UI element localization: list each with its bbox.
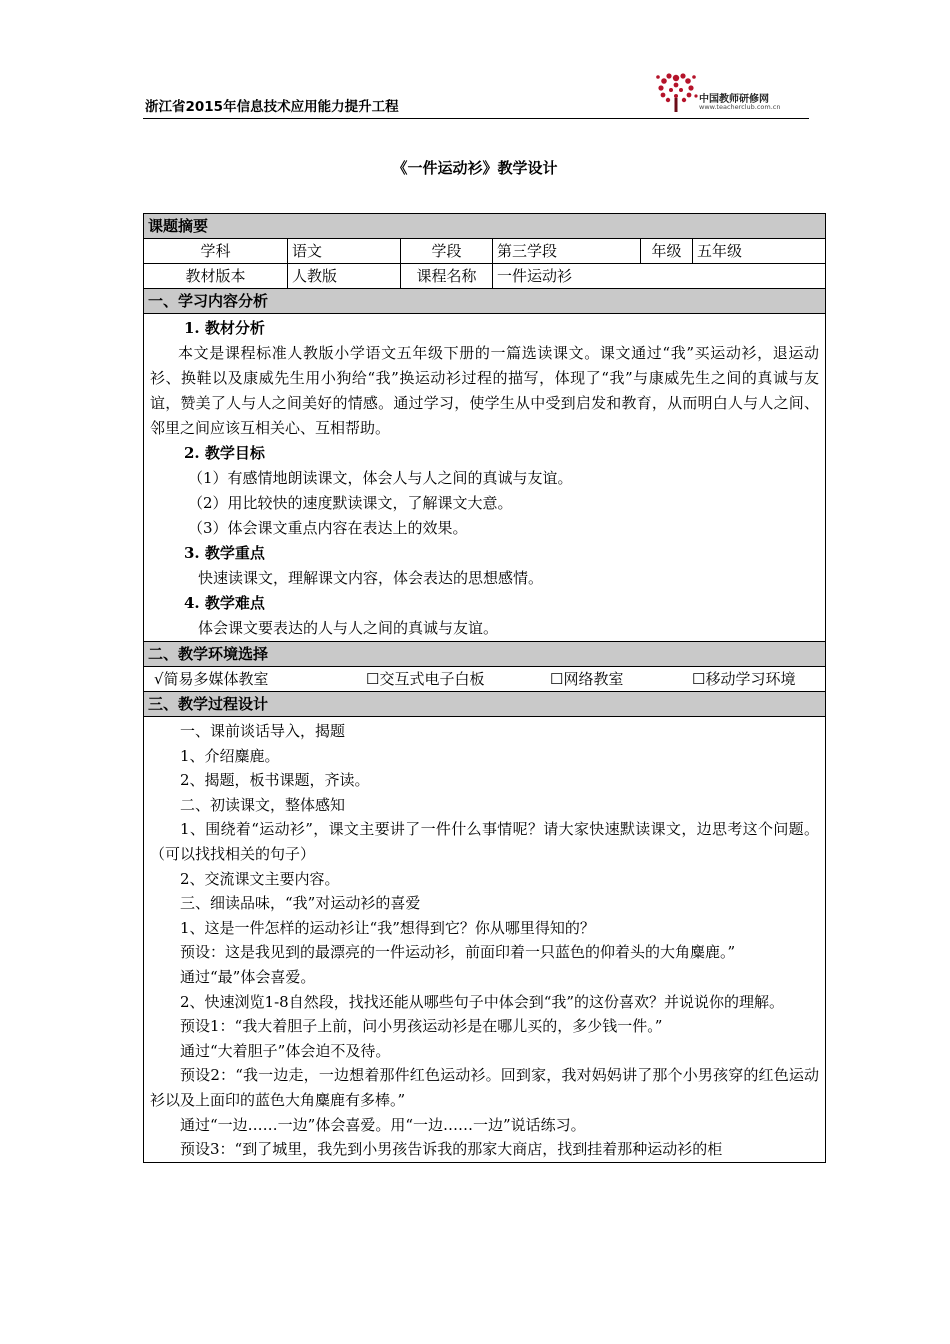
process-line: 1、介绍麋鹿。 (180, 746, 280, 765)
process-line: 1、围绕着“运动衫”，课文主要讲了一件什么事情呢？请大家快速默读课文，边思考这个问题。（可以找找相关的句子） (150, 820, 820, 863)
section-3-content (144, 717, 826, 1163)
subject-value: 语文 (288, 239, 401, 264)
goal-item: （1）有感情地朗读课文，体会人与人之间的真诚与友谊。 (188, 469, 573, 487)
section-1-content (144, 314, 826, 642)
option-network-classroom: ☐网络教室 (550, 670, 624, 688)
grade-value: 五年级 (693, 239, 826, 264)
teacherclub-logo (651, 68, 799, 116)
edition-value: 人教版 (288, 264, 401, 289)
flower-logo-icon (651, 68, 701, 116)
grade-label: 年级 (641, 239, 693, 264)
option-interactive-whiteboard: ☐交互式电子白板 (366, 670, 485, 688)
subheading-goals: 2. 教学目标 (184, 444, 265, 462)
section-1-heading: 一、学习内容分析 (144, 289, 826, 314)
edition-label: 教材版本 (144, 264, 288, 289)
process-line: 2、揭题，板书课题，齐读。 (180, 771, 370, 790)
process-line: 通过“最”体会喜爱。 (180, 967, 316, 986)
goal-item: （3）体会课文重点内容在表达上的效果。 (188, 519, 468, 537)
course-name-value: 一件运动衫 (493, 264, 826, 289)
header-title: 浙江省2015年信息技术应用能力提升工程 (145, 99, 399, 115)
process-line: 2、交流课文主要内容。 (180, 869, 340, 888)
logo-url: www.teacherclub.com.cn (699, 103, 781, 111)
option-mobile-learning: ☐移动学习环境 (692, 670, 796, 688)
page-header (143, 68, 809, 119)
focus-text: 快速读课文，理解课文内容，体会表达的思想感情。 (198, 569, 544, 587)
process-line: 三、细读品味，“我”对运动衫的喜爱 (180, 894, 421, 913)
process-line: 预设3：“到了城里，我先到小男孩告诉我的那家大商店，找到挂着那种运动衫的柜 (180, 1140, 723, 1159)
difficulty-text: 体会课文要表达的人与人之间的真诚与友谊。 (198, 619, 499, 637)
process-line: 通过“大着胆子”体会迫不及待。 (180, 1041, 391, 1060)
subheading-focus: 3. 教学重点 (184, 544, 265, 562)
summary-row-2 (144, 264, 826, 289)
section-3-heading: 三、教学过程设计 (144, 692, 826, 717)
course-name-label: 课程名称 (401, 264, 493, 289)
process-line: 2、快速浏览1-8自然段，找找还能从哪些句子中体会到“我”的这份喜欢？并说说你的理解。 (180, 992, 785, 1011)
process-line: 预设2：“我一边走，一边想着那件红色运动衫。回到家，我对妈妈讲了那个小男孩穿的红色运动衫以及上面印的蓝色大角麋鹿有多棒。” (150, 1066, 820, 1109)
lesson-plan-table (143, 213, 826, 1163)
document-title: 《一件运动衫》教学设计 (392, 159, 558, 177)
process-line: 预设1：“我大着胆子上前，问小男孩运动衫是在哪儿买的，多少钱一件。” (180, 1017, 663, 1036)
stage-value: 第三学段 (493, 239, 641, 264)
subheading-material: 1. 教材分析 (184, 319, 265, 337)
goal-item: （2）用比较快的速度默读课文，了解课文大意。 (188, 494, 513, 512)
process-line: 通过“一边……一边”体会喜爱。用“一边……一边”说话练习。 (180, 1115, 586, 1134)
section-2-heading: 二、教学环境选择 (144, 642, 826, 667)
summary-row-1 (144, 239, 826, 264)
process-line: 1、这是一件怎样的运动衫让“我”想得到它？你从哪里得知的？ (180, 918, 595, 937)
subheading-difficulty: 4. 教学难点 (184, 594, 265, 612)
process-line: 一、课前谈话导入，揭题 (180, 722, 346, 740)
process-line: 二、初读课文，整体感知 (180, 795, 346, 814)
process-line: 预设：这是我见到的最漂亮的一件运动衫，前面印着一只蓝色的仰着头的大角麋鹿。” (180, 943, 736, 962)
subject-label: 学科 (144, 239, 288, 264)
environment-options (144, 667, 826, 692)
material-analysis: 本文是课程标准人教版小学语文五年级下册的一篇选读课文。课文通过“我”买运动衫，退运动衫、换鞋以及康威先生用小狗给“我”换运动衫过程的描写，体现了“我”与康威先生之间的真诚与友谊，赞美了人与人之间美好的情感。通过学习，使学生从中受到启发和教育，从而明白人与人之间、邻里之间应该互相关心、互相帮助。 (150, 344, 820, 437)
option-simple-multimedia: √简易多媒体教室 (154, 670, 269, 688)
logo-text: 中国教师研修网 (699, 94, 769, 105)
stage-label: 学段 (401, 239, 493, 264)
summary-heading: 课题摘要 (144, 214, 826, 239)
